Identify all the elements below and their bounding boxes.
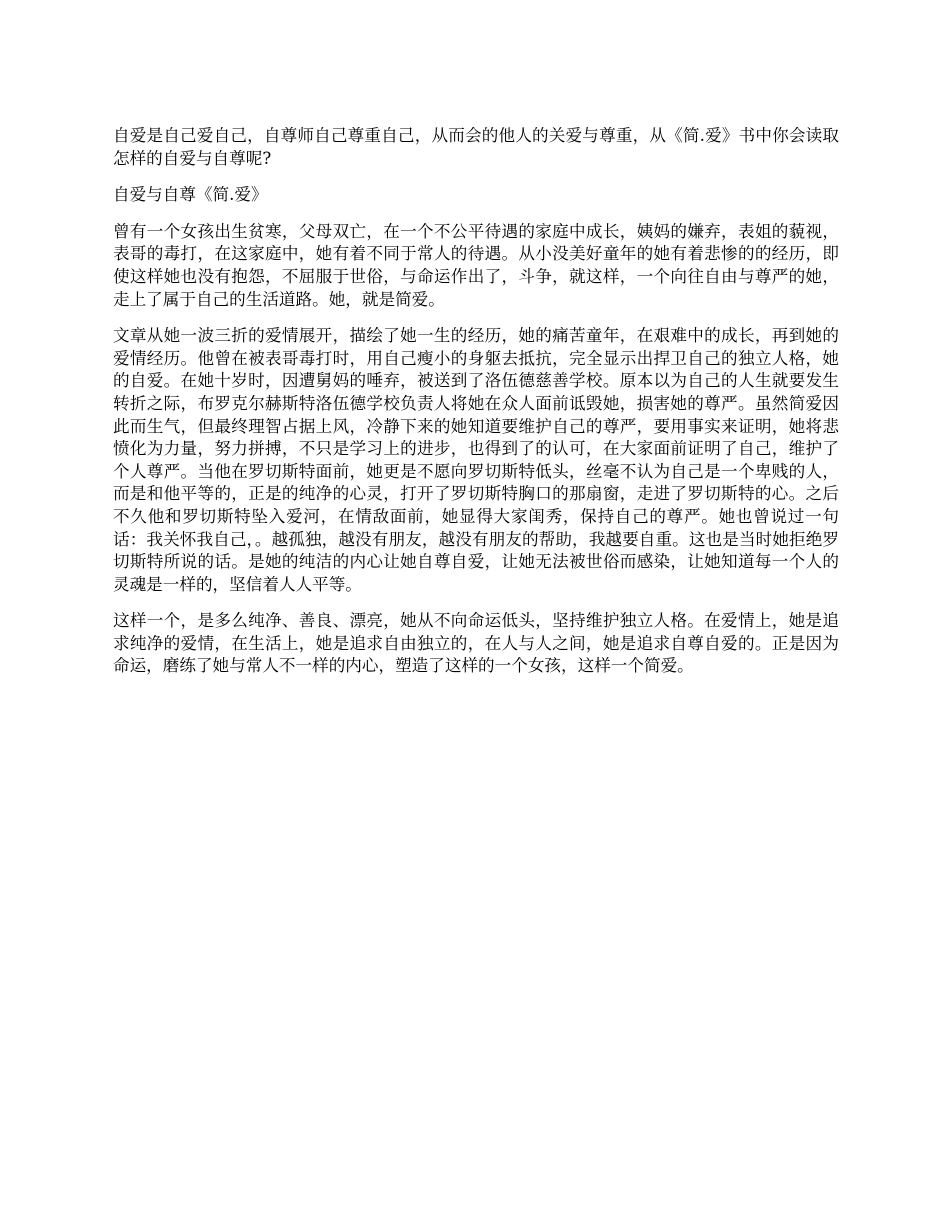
- document-title: 自爱与自尊《简.爱》: [113, 185, 268, 205]
- background-paragraph: 曾有一个女孩出生贫寒，父母双亡，在一个不公平待遇的家庭中成长，姨妈的嫌弃，表姐的藐视，表哥的毒打，在这家庭中，她有着不同于常人的待遇。从小没美好童年的她有着悲惨的的经历，即使这样她也没有抱怨，不屈服于世俗，与命运作出了，斗争，就这样，一个向往自由与尊严的她，走上了属于自己的生活道路。她，就是简爱。: [113, 221, 839, 309]
- intro-paragraph: 自爱是自己爱自己，自尊师自己尊重自己，从而会的他人的关爱与尊重，从《简.爱》书中你会读取怎样的自爱与自尊呢?: [113, 126, 839, 168]
- document-body: [113, 125, 839, 692]
- story-paragraph: 文章从她一波三折的爱情展开，描绘了她一生的经历，她的痛苦童年，在艰难中的成长，再到她的爱情经历。他曾在被表哥毒打时，用自己瘦小的身躯去抵抗，完全显示出捍卫自己的独立人格，她的自爱。在她十岁时，因遭舅妈的唾弃，被送到了洛伍德慈善学校。原本以为自己的人生就要发生转折之际，布罗克尔赫斯特洛伍德学校负责人将她在众人面前诋毁她，损害她的尊严。虽然简爱因此而生气，但最终理智占据上风，冷静下来的她知道要维护自己的尊严，要用事实来证明，她将悲愤化为力量，努力拼搏，不只是学习上的进步，也得到了的认可，在大家面前证明了自己，维护了个人尊严。当他在罗切斯特面前，她更是不愿向罗切斯特低头，丝毫不认为自己是一个卑贱的人，而是和他平等的，正是的纯净的心灵，打开了罗切斯特胸口的那扇窗，走进了罗切斯特的心。之后不久他和罗切斯特坠入爱河，在情敌面前，她显得大家闺秀，保持自己的尊严。她也曾说过一句话：我关怀我自己，。越孤独，越没有朋友，越没有朋友的帮助，我越要自重。这也是当时她拒绝罗切斯特所说的话。是她的纯洁的内心让她自尊自爱，让她无法被世俗而感染，让她知道每一个人的灵魂是一样的，坚信着人人平等。: [113, 326, 839, 594]
- conclusion-paragraph: 这样一个，是多么纯净、善良、漂亮，她从不向命运低头，坚持维护独立人格。在爱情上，她是追求纯净的爱情，在生活上，她是追求自由独立的，在人与人之间，她是追求自尊自爱的。正是因为命运，磨练了她与常人不一样的内心，塑造了这样的一个女孩，这样一个简爱。: [113, 611, 839, 676]
